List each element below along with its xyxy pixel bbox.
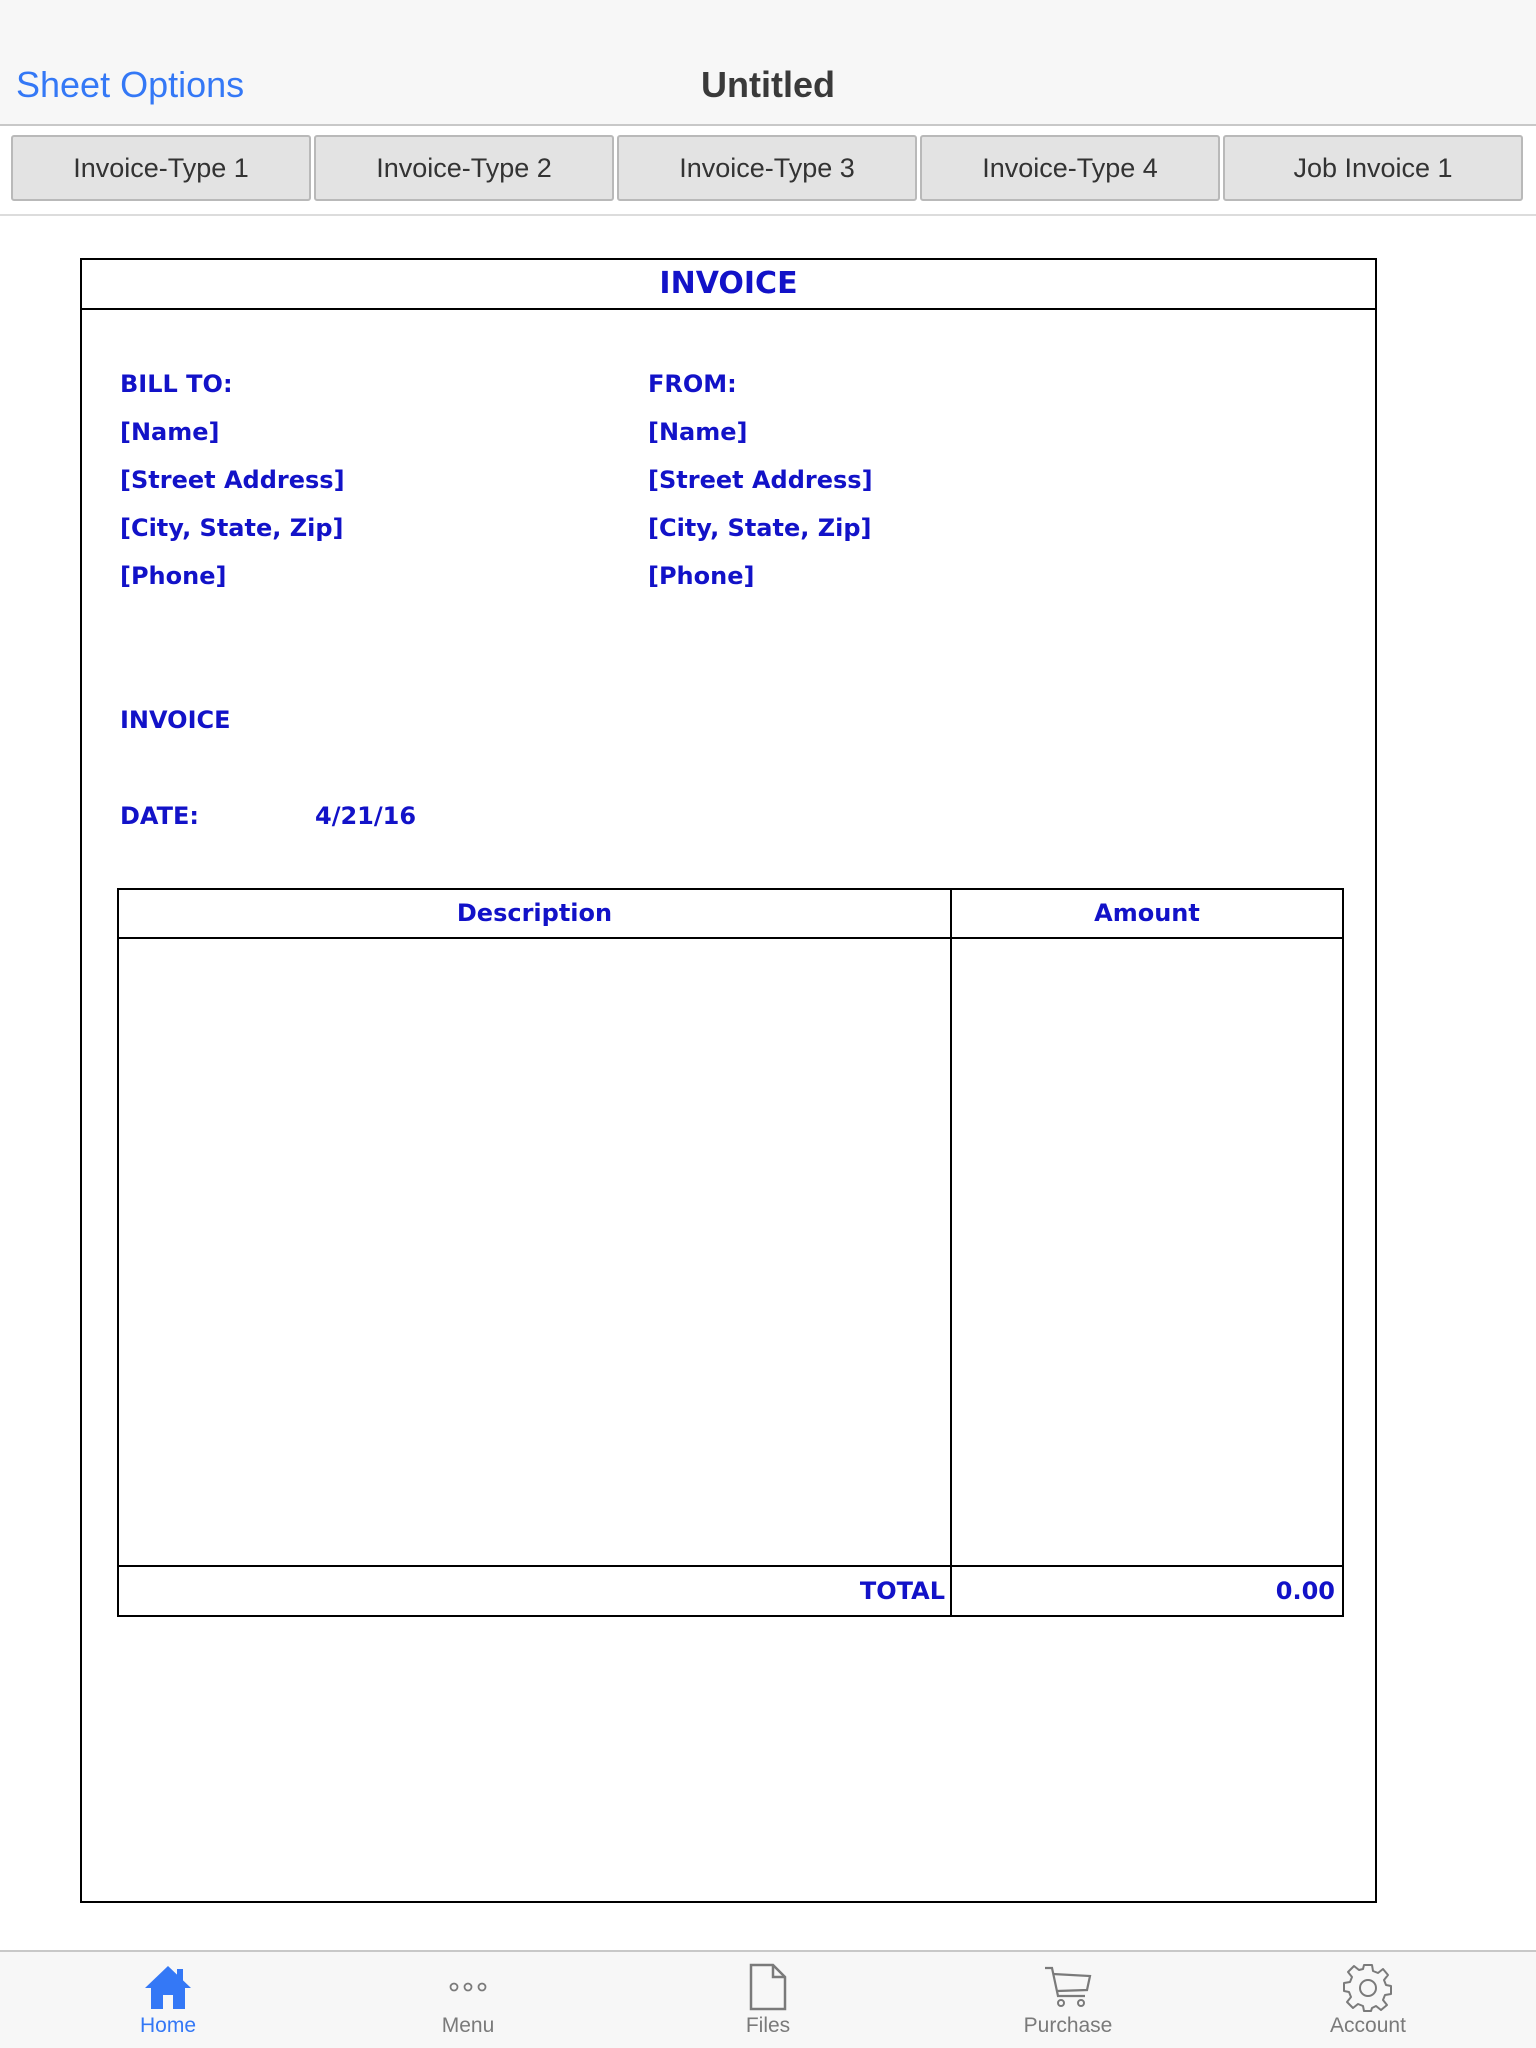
from-phone[interactable]: [Phone] [648,562,755,590]
account-tab-label: Account [1330,2014,1406,2037]
navigation-bar [0,0,1536,126]
total-label[interactable]: TOTAL [859,1577,945,1605]
menu-tab[interactable] [318,1952,618,2048]
invoice-sheet[interactable] [80,258,1377,1903]
more-dots-icon [443,1962,493,2012]
document-title: Untitled [701,64,835,105]
from-city[interactable]: [City, State, Zip] [648,514,872,542]
template-tab-bar [0,126,1536,216]
files-tab[interactable] [618,1952,918,2048]
from-name[interactable]: [Name] [648,418,748,446]
date-label[interactable]: DATE: [120,802,199,830]
menu-tab-label: Menu [441,2014,495,2037]
bill-to-phone[interactable]: [Phone] [120,562,227,590]
account-tab[interactable] [1218,1952,1518,2048]
tab-invoice-type-3[interactable]: Invoice-Type 3 [617,135,917,201]
bill-to-street[interactable]: [Street Address] [120,466,345,494]
purchase-tab-label: Purchase [1023,2014,1113,2037]
bill-to-heading[interactable]: BILL TO: [120,370,233,398]
tab-invoice-type-1[interactable]: Invoice-Type 1 [11,135,311,201]
bill-to-city[interactable]: [City, State, Zip] [120,514,344,542]
description-column-header[interactable]: Description [456,899,613,927]
table-bottom-border [117,1615,1344,1617]
from-heading[interactable]: FROM: [648,370,737,398]
description-cell-area[interactable] [119,939,950,1565]
table-right-border [1342,888,1344,1617]
amount-column-header[interactable]: Amount [1094,899,1200,927]
purchase-tab[interactable] [918,1952,1218,2048]
sheet-title[interactable]: INVOICE [82,260,1375,310]
amount-cell-area[interactable] [952,939,1342,1565]
tab-job-invoice-1[interactable]: Job Invoice 1 [1223,135,1523,201]
bottom-tab-bar [0,1950,1536,2048]
sheet-options-button[interactable]: Sheet Options [16,64,245,105]
date-value[interactable]: 4/21/16 [315,802,417,830]
from-street[interactable]: [Street Address] [648,466,873,494]
bill-to-name[interactable]: [Name] [120,418,220,446]
home-icon [143,1962,193,2012]
total-value[interactable]: 0.00 [1275,1577,1335,1605]
tab-invoice-type-4[interactable]: Invoice-Type 4 [920,135,1220,201]
cart-icon [1043,1962,1093,2012]
home-tab-label: Home [139,2014,197,2037]
tab-invoice-type-2[interactable]: Invoice-Type 2 [314,135,614,201]
gear-icon [1343,1962,1393,2012]
file-icon [743,1962,793,2012]
files-tab-label: Files [745,2014,791,2037]
home-tab[interactable] [18,1952,318,2048]
invoice-label[interactable]: INVOICE [120,706,231,734]
